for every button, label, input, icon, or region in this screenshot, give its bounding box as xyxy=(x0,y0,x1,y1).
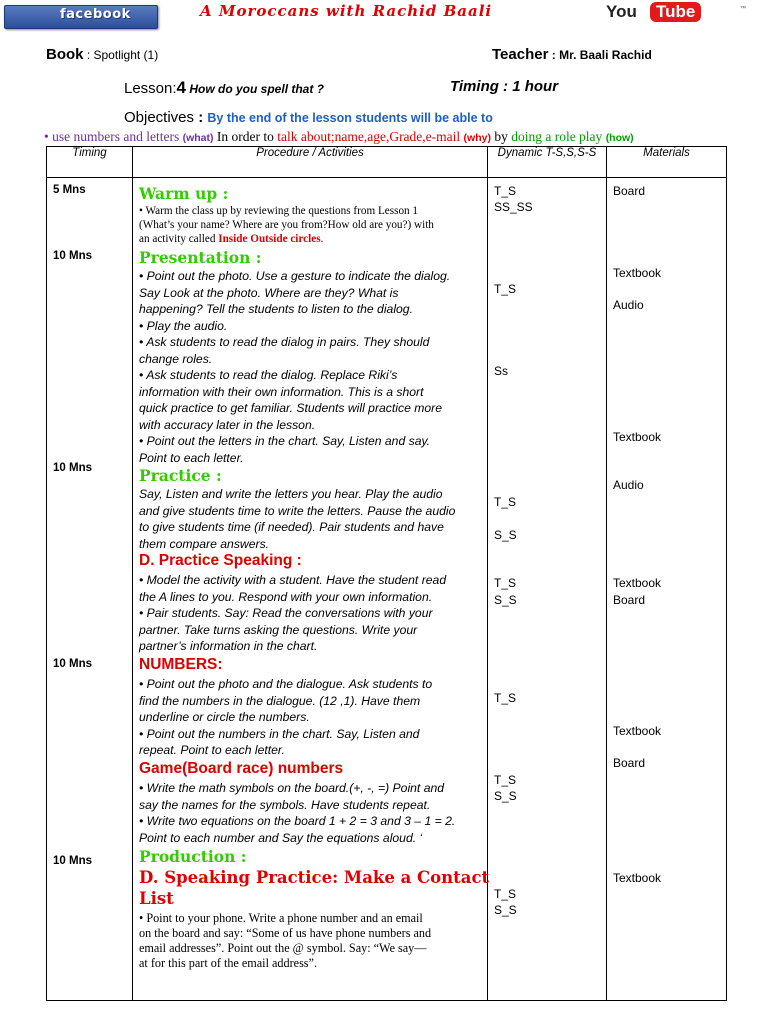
objective-part-3: by xyxy=(490,129,512,144)
speaking-line: • Model the activity with a student. Have the student read xyxy=(139,573,447,587)
dynamic-item: T_S xyxy=(494,576,517,590)
banner-title: A Moroccans with Rachid Baali xyxy=(200,2,493,20)
lesson-info xyxy=(124,78,324,98)
dynamic-item: S_S xyxy=(494,528,517,542)
dynamic-item: T_S xyxy=(494,282,517,296)
numbers-line: • Point out the numbers in the chart. Say, Listen and xyxy=(139,726,420,741)
objective-what: (what) xyxy=(182,132,214,144)
teacher-info xyxy=(492,46,652,64)
material-item: Textbook xyxy=(613,266,662,280)
warmup-line-end: . xyxy=(320,233,324,245)
practice-line: to give students time (if needed). Pair students and have xyxy=(139,520,444,534)
dynamic-item: T_S xyxy=(494,184,517,198)
objective-part-1: • use numbers and letters xyxy=(44,129,183,144)
presentation-line: with accuracy later in the lesson. xyxy=(139,417,316,432)
lesson-title: How do you spell that ? xyxy=(186,82,325,96)
presentation-line: • Play the audio. xyxy=(139,318,228,333)
timing-label: Timing : 1 hour xyxy=(450,78,559,95)
dynamic-item: T_S xyxy=(494,495,517,509)
warmup-text xyxy=(139,204,434,246)
practice-line: Say, Listen and write the letters you hear. Play the audio xyxy=(139,487,443,501)
header-dynamic: Dynamic T-S,S,S-S xyxy=(488,147,607,178)
dynamic-item: Ss xyxy=(494,364,509,378)
dynamic-item: S_S xyxy=(494,593,517,607)
dynamic-item: S_S xyxy=(494,789,517,803)
production-line: • Point to your phone. Write a phone number and an email xyxy=(139,911,423,925)
warmup-line: (What’s your name? Where are you from?How old are you?) with xyxy=(139,219,434,231)
game-line: say the names for the symbols. Have students repeat. xyxy=(139,797,431,812)
speaking-text xyxy=(139,572,446,655)
dynamic-item: T_S xyxy=(494,773,517,787)
presentation-line: change roles. xyxy=(139,351,213,366)
warmup-line-text: an activity called xyxy=(139,233,219,245)
material-item: Textbook xyxy=(613,430,662,444)
speaking-line: the A lines to you. Respond with your own information. xyxy=(139,589,433,604)
timing-cell xyxy=(47,178,133,1001)
material-item: Board xyxy=(613,593,646,607)
speaking-line: partner’s information in the chart. xyxy=(139,639,318,653)
objectives-sep: : xyxy=(194,109,208,126)
game-line: • Write two equations on the board 1 + 2 = 3 and 3 – 1 = 2. xyxy=(139,814,456,828)
practice-line: them compare answers. xyxy=(139,536,270,551)
presentation-line: quick practice to get familiar. Students will practice more xyxy=(139,401,443,415)
table-header-row xyxy=(47,147,727,178)
timing-presentation: 10 Mns xyxy=(53,250,92,262)
youtube-trademark: ™ xyxy=(740,6,746,12)
material-item: Board xyxy=(613,756,646,770)
dynamic-cell xyxy=(488,178,607,1001)
timing-warmup: 5 Mns xyxy=(53,184,86,196)
presentation-line: • Ask students to read the dialog in pairs. They should xyxy=(139,335,430,349)
game-line: Point to each number and Say the equations aloud. ‘ xyxy=(139,830,423,845)
production-text xyxy=(139,911,431,971)
procedure-cell xyxy=(133,178,488,1001)
practice-line: and give students time to write the letters. Pause the audio xyxy=(139,503,456,518)
material-item: Textbook xyxy=(613,724,662,738)
book-value: : Spotlight (1) xyxy=(83,48,159,62)
material-item: Textbook xyxy=(613,871,662,885)
timing-production: 10 Mns xyxy=(53,855,92,867)
material-item: Board xyxy=(613,184,646,198)
presentation-text xyxy=(139,268,450,466)
objectives-intro: By the end of the lesson students will be able to xyxy=(207,111,493,125)
speaking-line: • Pair students. Say: Read the conversations with your xyxy=(139,606,433,620)
facebook-logo-text: facebook xyxy=(60,7,131,22)
teacher-label: Teacher xyxy=(492,46,549,63)
book-info xyxy=(46,46,158,64)
game-text xyxy=(139,780,455,846)
youtube-logo-tube: Tube xyxy=(650,2,701,22)
practice-text xyxy=(139,486,455,552)
presentation-line: Say Look at the photo. Where are they? What is xyxy=(139,285,399,300)
timing-practice: 10 Mns xyxy=(53,462,92,474)
numbers-line: • Point out the photo and the dialogue. Ask students to xyxy=(139,677,433,691)
table-row xyxy=(47,178,727,1001)
production-title: Production : xyxy=(139,847,247,866)
numbers-line: underline or circle the numbers. xyxy=(139,710,310,724)
dynamic-item: T_S xyxy=(494,887,517,901)
presentation-line: Point to each letter. xyxy=(139,450,244,465)
warmup-activity-name: Inside Outside circles xyxy=(218,233,321,245)
game-line: • Write the math symbols on the board.(+, -, =) Point and xyxy=(139,781,445,795)
header-procedure: Procedure / Activities xyxy=(133,147,488,178)
objective-role: doing a role play xyxy=(511,129,606,144)
dynamic-item: T_S xyxy=(494,691,517,705)
production-line: at for this part of the email address”. xyxy=(139,956,318,970)
objectives xyxy=(124,109,493,127)
numbers-line: find the numbers in the dialogue. (12 ,1). Have them xyxy=(139,693,421,708)
lesson-number: 4 xyxy=(176,78,187,97)
material-item: Audio xyxy=(613,298,644,312)
header-materials: Materials xyxy=(607,147,727,178)
warmup-line xyxy=(139,232,434,246)
header-timing: Timing xyxy=(47,147,133,178)
production-subtitle: D. Speaking Practice: Make a Contact xyxy=(139,868,490,887)
presentation-title: Presentation : xyxy=(139,248,262,267)
teacher-value: : Mr. Baali Rachid xyxy=(548,48,652,62)
warmup-title: Warm up : xyxy=(139,184,229,203)
objectives-label: Objectives xyxy=(124,109,195,126)
numbers-text xyxy=(139,676,432,759)
warmup-line: • Warm the class up by reviewing the questions from Lesson 1 xyxy=(139,205,419,217)
timing-numbers: 10 Mns xyxy=(53,658,92,670)
numbers-line: repeat. Point to each letter. xyxy=(139,743,285,757)
material-item: Audio xyxy=(613,478,644,492)
practice-title: Practice : xyxy=(139,466,222,485)
lesson-label: Lesson: xyxy=(124,80,177,97)
dynamic-item: SS_SS xyxy=(494,200,533,214)
lesson-plan-table xyxy=(46,146,727,1001)
presentation-line: information with their own information. This is a short xyxy=(139,384,424,399)
presentation-line: • Point out the photo. Use a gesture to indicate the dialog. xyxy=(139,269,451,283)
presentation-line: • Ask students to read the dialog. Replace Riki’s xyxy=(139,368,398,382)
objective-how: (how) xyxy=(605,132,634,144)
production-line: on the board and say: “Some of us have phone numbers and xyxy=(139,926,432,940)
production-line: email addresses”. Point out the @ symbol. Say: “We say— xyxy=(139,941,427,955)
presentation-line: • Point out the letters in the chart. Say, Listen and say. xyxy=(139,434,431,448)
objective-statement xyxy=(44,129,764,145)
numbers-title: NUMBERS: xyxy=(139,656,223,673)
book-label: Book xyxy=(46,46,84,63)
objective-why: (why) xyxy=(463,132,491,144)
dynamic-item: S_S xyxy=(494,903,517,917)
youtube-logo-you: You xyxy=(606,2,637,21)
objective-part-2: In order to xyxy=(213,129,278,144)
speaking-title: D. Practice Speaking : xyxy=(139,552,302,569)
materials-cell xyxy=(607,178,727,1001)
production-subtitle-cont: List xyxy=(139,889,174,908)
presentation-line: happening? Tell the students to listen to the dialog. xyxy=(139,302,413,316)
game-title: Game(Board race) numbers xyxy=(139,760,344,777)
speaking-line: partner. Take turns asking the questions. Write your xyxy=(139,622,418,637)
objective-talk: talk about;name,age,Grade,e-mail xyxy=(277,129,464,144)
material-item: Textbook xyxy=(613,576,662,590)
